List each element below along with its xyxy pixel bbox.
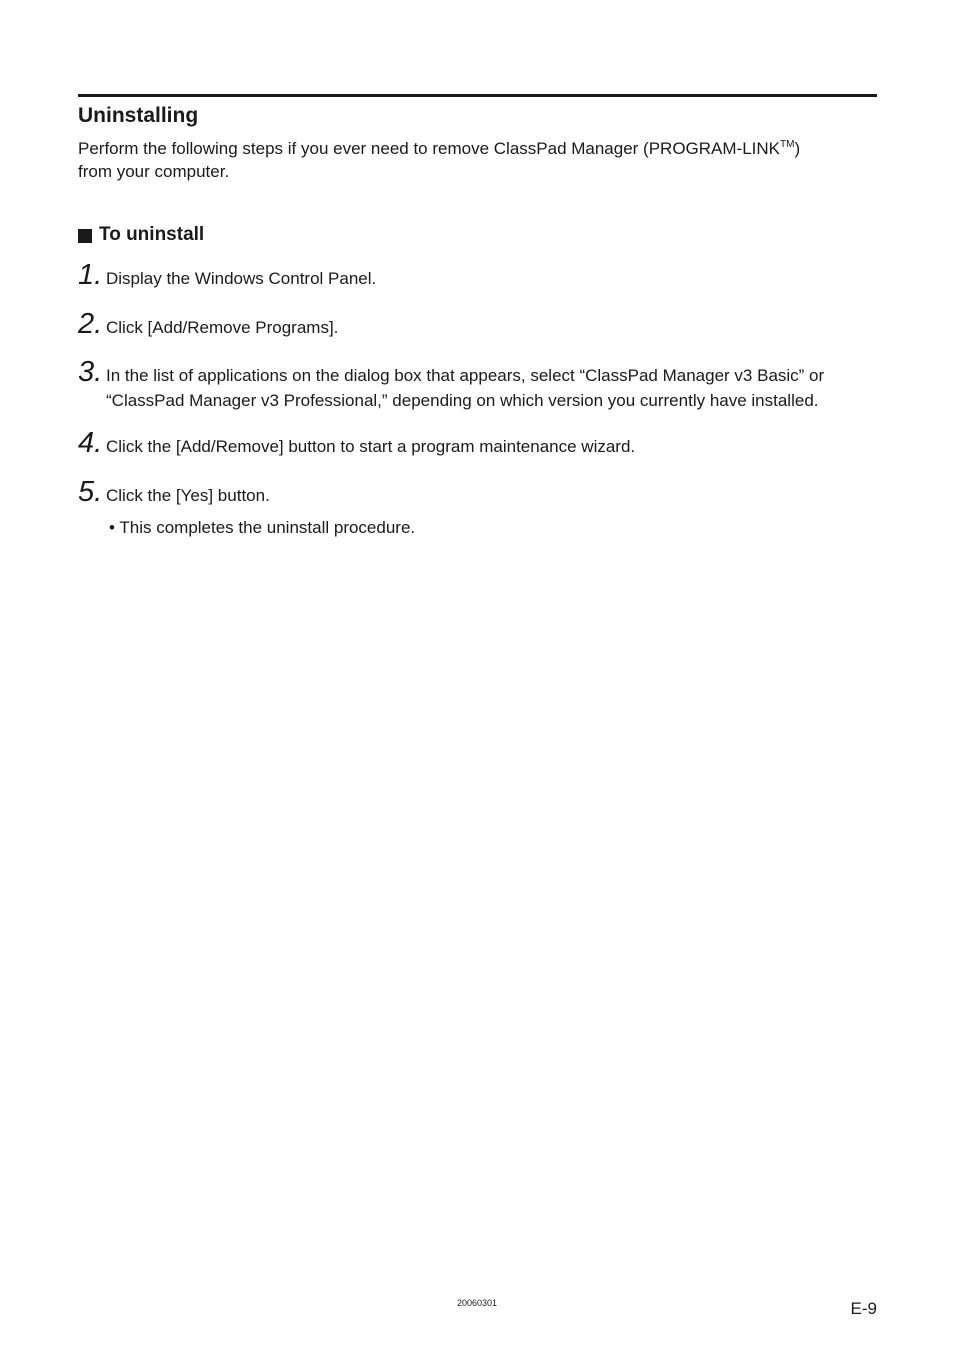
step-number: 1. [78, 259, 103, 291]
trademark-mark: TM [780, 139, 795, 150]
section-title: Uninstalling [78, 104, 199, 127]
step-text: In the list of applications on the dialog box that appears, select “ClassPad Manager v3 Basic” or “ClassPad Manager v3 Professional,” depending on which version you currently have installed. [106, 366, 825, 410]
intro-text-line2: from your computer. [78, 162, 230, 181]
step-number: 3. [78, 356, 103, 388]
step-number: 4. [78, 427, 103, 459]
footer-code: 20060301 [457, 1298, 498, 1308]
top-rule [78, 94, 877, 97]
intro-text: Perform the following steps if you ever need to remove ClassPad Manager (PROGRAM-LINK [78, 139, 781, 158]
step-text: Click [Add/Remove Programs]. [106, 318, 339, 337]
procedure-heading [78, 223, 204, 247]
step-text: Click the [Yes] button. [106, 486, 270, 505]
intro-close-paren: ) [794, 139, 801, 158]
step-number: 5. [78, 476, 103, 508]
page-number: E-9 [850, 1299, 877, 1318]
completion-note: • This completes the uninstall procedure. [109, 518, 416, 537]
step-number: 2. [78, 308, 103, 340]
intro-paragraph [78, 137, 878, 183]
step-text: Click the [Add/Remove] button to start a program maintenance wizard. [106, 437, 636, 456]
square-bullet-icon [78, 229, 92, 243]
step-text: Display the Windows Control Panel. [106, 269, 377, 288]
procedure-heading-label: To uninstall [99, 224, 205, 245]
